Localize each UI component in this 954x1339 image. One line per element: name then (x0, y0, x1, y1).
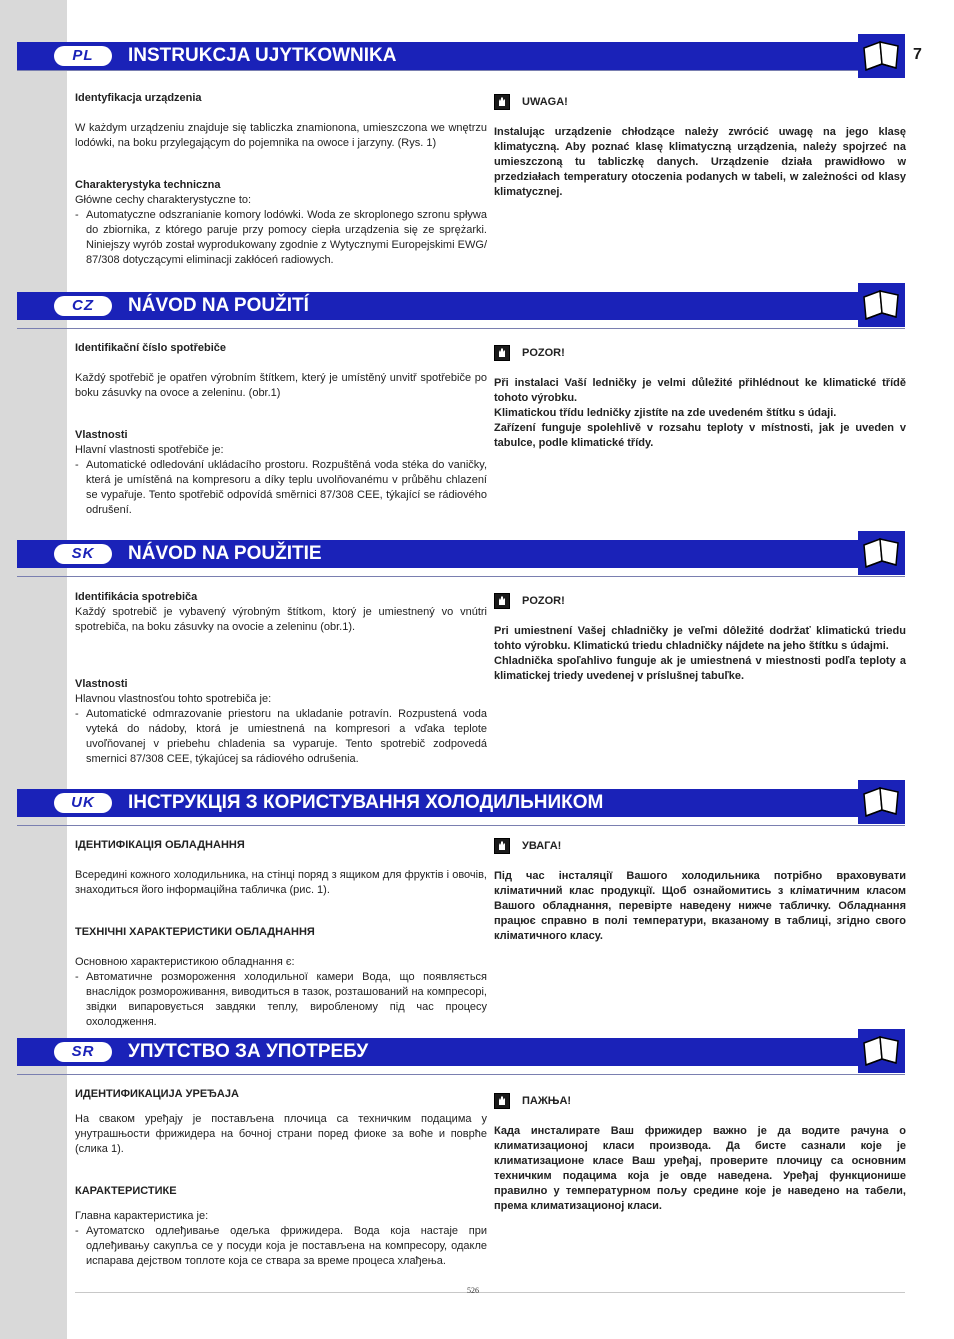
heading-characteristics: Vlastnosti (75, 678, 128, 690)
section-sr-right (494, 1093, 906, 1214)
characteristics-intro: Hlavní vlastnosti spotřebiče je: (75, 444, 224, 456)
section-title-pl: INSTRUKCJA UJYTKOWNIKA (128, 45, 397, 66)
warning-hand-icon (494, 345, 510, 361)
paragraph-identification: На сваком уређају је постављена плочица са техничким подацима у унутрашњости фрижидера на бочној страни поред фиоке за воће и поврће (слика 1). (75, 1113, 487, 1155)
section-title-cz: NÁVOD NA POUŽITÍ (128, 295, 309, 316)
section-title-uk: ІНСТРУКЦІЯ З КОРИСТУВАННЯ ХОЛОДИЛЬНИКОМ (128, 792, 604, 813)
warning-hand-icon (494, 593, 510, 609)
page-number: 7 (913, 46, 922, 63)
book-icon (858, 531, 905, 575)
section-sk-right (494, 593, 906, 684)
banner-rule (17, 576, 905, 577)
section-pl-left (75, 91, 487, 268)
paragraph-identification: Každý spotřebič je opatřen výrobním štítkem, který je umístěný unvitř spotřebiče po boku zásuvky na ovoce a zeleninu. (obr.1) (75, 372, 487, 399)
warning-text: Chladnička spoľahlivo funguje ak je umiestnená v miestnosti podľa teploty a klimatickej triedy uvedenej v príslušnej tabuľke. (494, 655, 906, 682)
book-icon (858, 34, 905, 78)
section-cz-left (75, 341, 487, 518)
heading-characteristics: Vlastnosti (75, 429, 128, 441)
list-item: - Automatické odledování ukládacího prostoru. Rozpuštěná voda stéka do vaničky, která je umístěná na kompresoru a díky teplu uvolňovanému v průběhu chlazení se vypařuje. Tento spotřebič odpovídá směrnici 87/308 CEE, týkající se rádiového odrušení. (75, 459, 487, 516)
heading-identification: ІДЕНТИФІКАЦІЯ ОБЛАДНАННЯ (75, 839, 245, 851)
book-icon (858, 283, 905, 327)
warning-text: Када инсталирате Ваш фрижидер важно је да водите рачуна о климатизационој класи производа. Да бисте сазнали које је климатизационе класе Ваш уређај, проверите плочицу са основним техничким подацима која је овде наведена. Уређај функционише правилно у температурном пољу средине које је наведено на табели, према климатизационој класи. (494, 1125, 906, 1212)
heading-characteristics: Charakterystyka techniczna (75, 179, 221, 191)
language-badge-sr: SR (54, 1042, 112, 1062)
characteristics-intro: Главна карактеристика је: (75, 1210, 209, 1222)
list-item: - Автоматичне розмороження холодильної камери Вода, що появляється внаслідок розмороживання, виводиться в тазок, розташований на компресорі, звідки випаровується завдяки теплу, виробленому під час процесу охолодження. (75, 971, 487, 1028)
list-item: - Аутоматско одлеђивање одељка фрижидера. Вода која настаје при одлеђивању сакупља се у посуди која је постављена на компресору, одакле испарава дејством топлоте која се ствара за време процеса хлађења. (75, 1225, 487, 1267)
footer-page-number: 526 (467, 1286, 479, 1295)
banner-rule (17, 328, 905, 329)
warning-text: Klimatickou třídu ledničky zjistíte na zde uvedeném štítku s údaji. (494, 407, 837, 419)
section-cz-right (494, 345, 906, 451)
banner-rule (17, 70, 905, 71)
heading-identification: Identifikační číslo spotřebiče (75, 342, 226, 354)
characteristics-intro: Hlavnou vlastnosťou tohto spotrebiča je: (75, 693, 272, 705)
language-badge-pl: PL (54, 46, 112, 66)
warning-label: POZOR! (522, 594, 565, 607)
paragraph-identification: Každý spotrebič je vybavený výrobným štítkom, ktorý je umiestnený vo vnútri spotrebiča, na boku zásuvky na ovocie a zeleninu (obr.1). (75, 606, 487, 633)
language-badge-uk: UK (54, 793, 112, 813)
list-item: - Automatyczne odszranianie komory lodówki. Woda ze skroplonego szronu spływa do zbiornika, z którego paruje przy pomocy ciepła urządzenia się ze sprężarki. Niniejszy wyrób został wyprodukowany zgodnie z Wytycznymi Europejskimi EWG/ 87/308 dotyczącymi eliminacji zakłóceń radiowych. (75, 209, 487, 266)
footer-rule (75, 1292, 905, 1293)
warning-text: Під час інсталяції Вашого холодильника потрібно враховувати кліматичний клас продукції. Щоб ознайомитись з кліматичним класом Вашого обладнання, перевірте наведену нижче табличку. Обладнання працює справно в полі температури, вказаному в таблиці, згідно свого кліматичного класу. (494, 870, 906, 942)
warning-hand-icon (494, 1093, 510, 1109)
warning-text: Při instalaci Vaší ledničky je velmi důležité přihlédnout ke klimatické třídě tohoto výrobku. (494, 377, 906, 404)
book-icon (858, 780, 905, 824)
book-icon (858, 1029, 905, 1073)
side-margin-bar (0, 0, 67, 1339)
heading-identification: Identyfikacja urządzenia (75, 92, 202, 104)
warning-label: УВАГА! (522, 839, 562, 852)
section-title-sr: УПУТСТВО ЗА УПОТРЕБУ (128, 1041, 369, 1062)
warning-label: UWAGA! (522, 95, 568, 108)
section-sr-left (75, 1087, 487, 1269)
warning-text: Zařízení funguje spolehlivě v rozsahu teploty v místnosti, jak je uveden v tabulce, podle klimatické třídy. (494, 422, 906, 449)
characteristics-intro: Główne cechy charakterystyczne to: (75, 194, 252, 206)
warning-text: Instalując urządzenie chłodzące należy zwrócić uwagę na jego klasę klimatyczną. Aby poznać klasę klimatyczną urządzenia, należy spojrzeć na umieszczoną tu tabliczkę danych. Urządzenie działa prawidłowo w przedziałach temperatury otoczenia podanych w tabeli, w zależności od klasy klimatycznej. (494, 126, 906, 198)
heading-identification: Identifikácia spotrebiča (75, 591, 198, 603)
section-uk-left (75, 838, 487, 1030)
language-badge-cz: CZ (54, 296, 112, 316)
paragraph-identification: W każdym urządzeniu znajduje się tabliczka znamionona, umieszczona we wnętrzu lodówki, na boku przylegającym do pojemnika na owoce i jarzyny. (Rys. 1) (75, 122, 487, 149)
characteristics-intro: Основною характеристикою обладнання є: (75, 956, 295, 968)
warning-label: POZOR! (522, 346, 565, 359)
paragraph-identification: Всередині кожного холодильника, на стінці поряд з ящиком для фруктів і овочів, знаходиться його інформаційна табличка (рис. 1). (75, 869, 487, 896)
warning-hand-icon (494, 838, 510, 854)
warning-label: ПАЖЊА! (522, 1094, 572, 1107)
heading-identification: ИДЕНТИФИКАЦИЈА УРЕЂАЈА (75, 1088, 239, 1100)
heading-characteristics: КАРАКТЕРИСТИКЕ (75, 1185, 177, 1197)
heading-characteristics: ТЕХНІЧНІ ХАРАКТЕРИСТИКИ ОБЛАДНАННЯ (75, 926, 315, 938)
section-sk-left (75, 590, 487, 767)
list-item: - Automatické odmrazovanie priestoru na ukladanie potravín. Rozpustená voda vyteká do nádoby, ktorá je umiestnená na kompresori a vďaka teplote uvoľňovanej v priebehu chladenia sa vyparuje. Tento spotrebič zodpovedá smernici 87/308 CEE, týkajúcej sa rádiového odrušenia. (75, 708, 487, 765)
warning-hand-icon (494, 94, 510, 110)
section-uk-right (494, 838, 906, 944)
warning-text: Pri umiestnení Vašej chladničky je veľmi dôležité dodržať klimatickú triedu tohto výrobku. Klimatickú triedu chladničky nájdete na jeho štítku s údajmi. (494, 625, 906, 652)
banner-rule (17, 1074, 905, 1075)
section-pl-right (494, 94, 906, 200)
language-badge-sk: SK (54, 544, 112, 564)
section-title-sk: NÁVOD NA POUŽITIE (128, 543, 322, 564)
banner-rule (17, 825, 905, 826)
